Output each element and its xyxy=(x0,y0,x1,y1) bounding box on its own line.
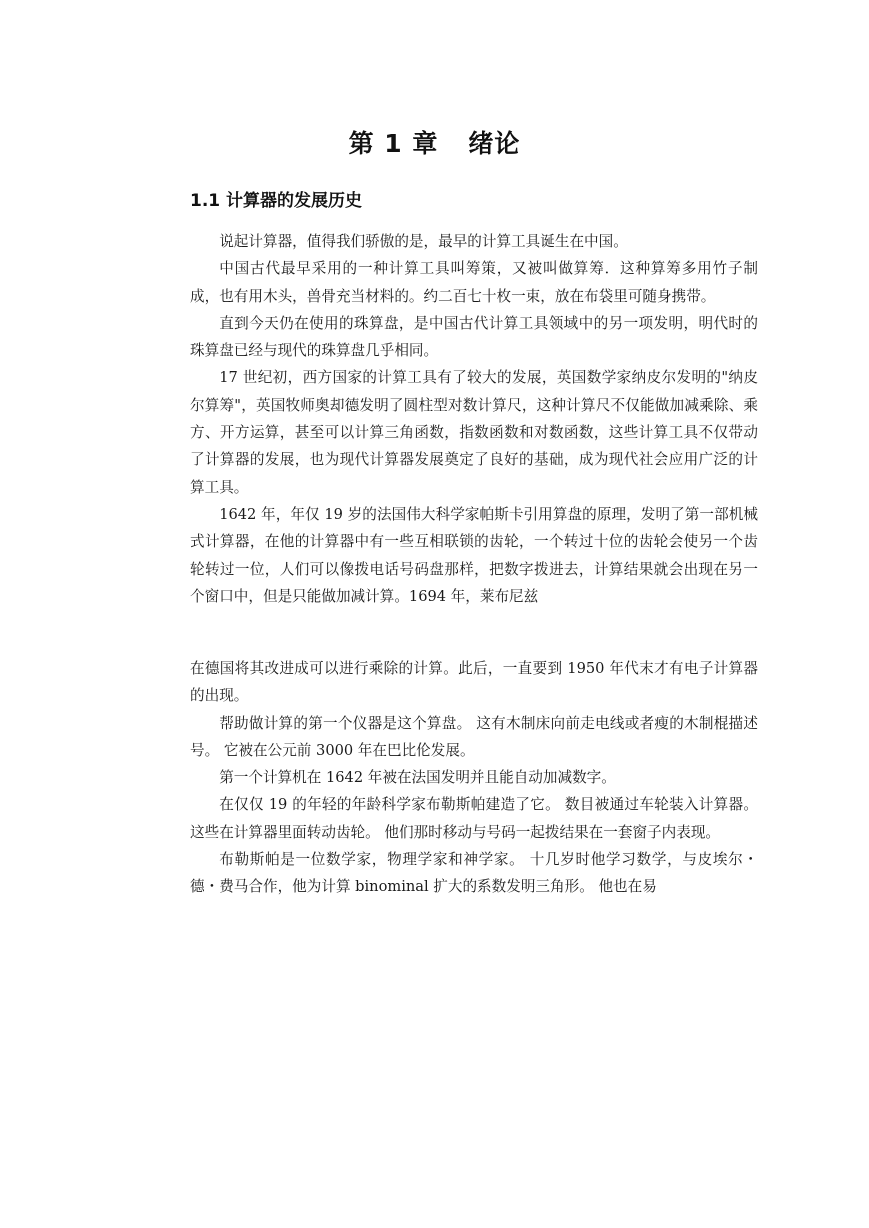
paragraph: 帮助做计算的第一个仪器是这个算盘。 这有木制床向前走电线或者瘦的木制棍描述号。 它被在公元前 3000 年在巴比伦发展。 xyxy=(190,714,758,759)
paragraph: 布勒斯帕是一位数学家，物理学家和神学家。 十几岁时他学习数学，与皮埃尔・德・费马合作，他为计算 binominal 扩大的系数发明三角形。 他也在易 xyxy=(190,851,758,896)
paragraph: 第一个计算机在 1642 年被在法国发明并且能自动加减数字。 xyxy=(219,769,616,787)
paragraph: 直到今天仍在使用的珠算盘，是中国古代计算工具领域中的另一项发明，明代时的珠算盘已经与现代的珠算盘几乎相同。 xyxy=(190,314,758,360)
paragraph: 17 世纪初，西方国家的计算工具有了较大的发展，英国数学家纳皮尔发明的"纳皮尔算筹"，英国牧师奥却德发明了圆柱型对数计算尺，这种计算尺不仅能做加减乘除、乘方、开方运算，甚至可以计算三角函数，指数函数和对数函数，这些计算工具不仅带动了计算器的发展，也为现代计算器发展奠定了良好的基础，成为现代社会应用广泛的计算工具。 xyxy=(190,369,758,496)
paragraph: 说起计算器，值得我们骄傲的是，最早的计算工具诞生在中国。 xyxy=(219,233,628,250)
chapter-name: 绪论 xyxy=(468,129,521,158)
section-title: 1.1 计算器的发展历史 xyxy=(190,191,363,211)
paragraph: 在仅仅 19 的年轻的年龄科学家布勒斯帕建造了它。 数目被通过车轮装入计算器。 这些在计算器里面转动齿轮。 他们那时移动与号码一起拨结果在一套窗子内表现。 xyxy=(190,796,758,841)
paragraph: 1642 年，年仅 19 岁的法国伟大科学家帕斯卡引用算盘的原理，发明了第一部机械式计算器，在他的计算器中有一些互相联锁的齿轮，一个转过十位的齿轮会使另一个齿轮转过一位，人们可以像拨电话号码盘那样，把数字拨进去，计算结果就会出现在另一个窗口中，但是只能做加减计算。1694 年，莱布尼兹 xyxy=(190,505,758,605)
body-text-block-1 xyxy=(190,228,758,610)
paragraph-continuation: 在德国将其改进成可以进行乘除的计算。此后，一直要到 1950 年代末才有电子计算器的出现。 xyxy=(190,660,758,705)
paragraph: 中国古代最早采用的一种计算工具叫筹策，又被叫做算筹．这种算筹多用竹子制成，也有用木头，兽骨充当材料的。约二百七十枚一束，放在布袋里可随身携带。 xyxy=(190,260,758,305)
chapter-number: 第 1 章 xyxy=(348,129,439,158)
body-text-block-2 xyxy=(190,655,758,901)
chapter-title xyxy=(0,124,869,160)
